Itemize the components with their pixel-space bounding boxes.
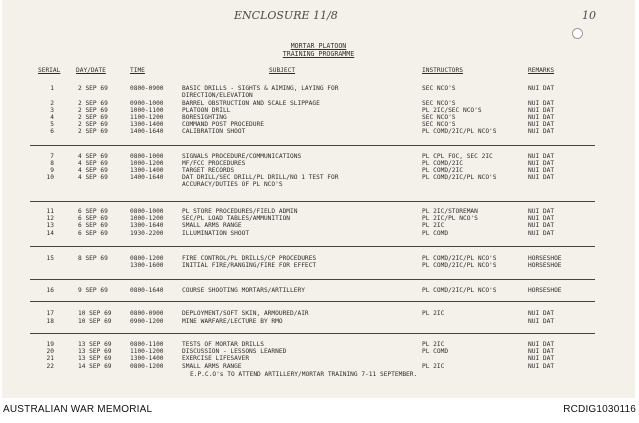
row-instructors: PL COMD	[422, 348, 449, 355]
row-time: 1400-1640	[130, 174, 164, 181]
row-time: 1100-1200	[130, 114, 164, 121]
row-serial: 19	[46, 341, 54, 348]
row-instructors: SEC NCO'S	[422, 114, 456, 121]
header-serial: SERIAL	[38, 67, 61, 74]
row-subject: ILLUMINATION SHOOT	[182, 230, 250, 237]
row-instructors: PL COMD/2IC/PL NCO'S	[422, 262, 497, 269]
row-remarks: NUI DAT	[528, 174, 555, 181]
row-serial: 9	[50, 167, 54, 174]
row-day: 2 SEP 69	[78, 107, 108, 114]
handwritten-enclosure-note: ENCLOSURE 11/8	[234, 9, 338, 22]
row-serial: 7	[50, 153, 54, 160]
row-serial: 4	[50, 114, 54, 121]
row-serial: 14	[46, 230, 54, 237]
row-day: 13 SEP 69	[78, 348, 112, 355]
header-day-date: DAY/DATE	[76, 67, 106, 74]
row-day: 4 SEP 69	[78, 153, 108, 160]
row-serial: 22	[46, 363, 54, 370]
row-time: 0800-1000	[130, 153, 164, 160]
row-time: 1000-1200	[130, 160, 164, 167]
archive-reference: RCDIG1030116	[563, 404, 636, 415]
row-subject: ACCURACY/DUTIES OF PL NCO'S	[182, 181, 283, 188]
row-remarks: NUI DAT	[528, 355, 555, 362]
row-subject: DEPLOYMENT/SOFT SKIN, ARMOURED/AIR	[182, 310, 309, 317]
row-instructors: PL COMD/2IC	[422, 167, 463, 174]
row-remarks: NUI DAT	[528, 222, 555, 229]
document-page	[2, 0, 635, 398]
row-time: 1100-1200	[130, 348, 164, 355]
row-subject: SMALL ARMS RANGE	[182, 222, 242, 229]
row-serial: 12	[46, 215, 54, 222]
row-subject: DIRECTION/ELEVATION	[182, 92, 253, 99]
row-instructors: PL COMD/2IC/PL NCO'S	[422, 174, 497, 181]
row-day: 13 SEP 69	[78, 355, 112, 362]
row-day: 6 SEP 69	[78, 222, 108, 229]
row-remarks: HORSESHOE	[528, 255, 562, 262]
row-serial: 6	[50, 128, 54, 135]
row-subject: FIRE CONTROL/PL DRILLS/CP PROCEDURES	[182, 255, 317, 262]
row-remarks: NUI DAT	[528, 167, 555, 174]
header-subject: SUBJECT	[269, 67, 296, 74]
row-time: 1000-1100	[130, 107, 164, 114]
document-title: MORTAR PLATOON	[290, 42, 347, 50]
row-time: 0800-0900	[130, 85, 164, 92]
row-instructors: SEC NCO'S	[422, 121, 456, 128]
row-serial: 15	[46, 255, 54, 262]
row-time: 0800-1000	[130, 208, 164, 215]
row-serial: 21	[46, 355, 54, 362]
row-remarks: NUI DAT	[528, 160, 555, 167]
row-instructors: PL CPL FOC, SEC 2IC	[422, 153, 493, 160]
row-remarks: NUI DAT	[528, 215, 555, 222]
row-remarks: NUI DAT	[528, 107, 555, 114]
row-remarks: HORSESHOE	[528, 262, 562, 269]
row-subject: PLATOON DRILL	[182, 107, 231, 114]
row-serial: 2	[50, 100, 54, 107]
row-serial: 13	[46, 222, 54, 229]
row-day: 6 SEP 69	[78, 208, 108, 215]
row-instructors: SEC NCO'S	[422, 100, 456, 107]
row-remarks: NUI DAT	[528, 348, 555, 355]
section-divider	[30, 279, 595, 280]
row-instructors: PL 2IC	[422, 363, 445, 370]
row-day: 13 SEP 69	[78, 341, 112, 348]
row-subject: SIGNALS PROCEDURE/COMMUNICATIONS	[182, 153, 302, 160]
row-day: 6 SEP 69	[78, 230, 108, 237]
row-remarks: NUI DAT	[528, 310, 555, 317]
row-time: 0800-0900	[130, 310, 164, 317]
row-remarks: NUI DAT	[528, 85, 555, 92]
row-subject: DAT DRILL/SEC DRILL/PL DRILL/NO 1 TEST FOR	[182, 174, 339, 181]
row-instructors: PL COMD/2IC	[422, 160, 463, 167]
row-subject: SEC/PL LOAD TABLES/AMMUNITION	[182, 215, 291, 222]
row-instructors: PL COMD/2IC/PL NCO'S	[422, 255, 497, 262]
document-subtitle: TRAINING PROGRAMME	[282, 50, 355, 58]
row-instructors: PL 2IC/PL NCO'S	[422, 215, 478, 222]
row-day: 2 SEP 69	[78, 85, 108, 92]
row-remarks: NUI DAT	[528, 100, 555, 107]
row-day: 4 SEP 69	[78, 174, 108, 181]
row-remarks: NUI DAT	[528, 114, 555, 121]
row-instructors: PL COMD/2IC/PL NCO'S	[422, 128, 497, 135]
row-serial: 3	[50, 107, 54, 114]
section-divider	[30, 201, 595, 202]
row-time: 1300-1640	[130, 222, 164, 229]
section-divider	[30, 145, 595, 146]
row-serial: 5	[50, 121, 54, 128]
row-day: 4 SEP 69	[78, 160, 108, 167]
row-day: 2 SEP 69	[78, 128, 108, 135]
row-time: 1300-1400	[130, 121, 164, 128]
row-day: 8 SEP 69	[78, 255, 108, 262]
section-divider	[30, 333, 595, 334]
row-subject: PL STORE PROCEDURES/FIELD ADMIN	[182, 208, 298, 215]
row-serial: 11	[46, 208, 54, 215]
row-serial: 18	[46, 318, 54, 325]
header-instructors: INSTRUCTORS	[422, 67, 463, 74]
row-remarks: NUI DAT	[528, 128, 555, 135]
row-time: 0800-1200	[130, 255, 164, 262]
row-instructors: PL COMD	[422, 230, 449, 237]
row-instructors: PL 2IC/SEC NCO'S	[422, 107, 482, 114]
row-serial: 1	[50, 85, 54, 92]
row-instructors: PL 2IC	[422, 341, 445, 348]
row-subject: DISCUSSION - LESSONS LEARNED	[182, 348, 287, 355]
row-time: 0800-1100	[130, 341, 164, 348]
row-time: 1930-2200	[130, 230, 164, 237]
row-instructors: PL 2IC	[422, 222, 445, 229]
row-instructors: SEC NCO'S	[422, 85, 456, 92]
row-time: 0900-1200	[130, 318, 164, 325]
row-remarks: NUI DAT	[528, 230, 555, 237]
row-day: 10 SEP 69	[78, 318, 112, 325]
row-subject: COMMAND POST PROCEDURE	[182, 121, 264, 128]
row-subject: COURSE SHOOTING MORTARS/ARTILLERY	[182, 287, 305, 294]
row-day: 9 SEP 69	[78, 287, 108, 294]
row-day: 2 SEP 69	[78, 100, 108, 107]
header-remarks: REMARKS	[528, 67, 555, 74]
row-time: 1000-1200	[130, 215, 164, 222]
row-remarks: NUI DAT	[528, 363, 555, 370]
row-serial: 20	[46, 348, 54, 355]
row-instructors: PL COMD/2IC/PL NCO'S	[422, 287, 497, 294]
row-day: 14 SEP 69	[78, 363, 112, 370]
row-time: 1300-1400	[130, 355, 164, 362]
row-subject: SMALL ARMS RANGE	[182, 363, 242, 370]
row-time: 1300-1600	[130, 262, 164, 269]
row-time: 1300-1400	[130, 167, 164, 174]
row-instructors: PL 2IC/STOREMAN	[422, 208, 478, 215]
row-subject: BORESIGHTING	[182, 114, 227, 121]
row-subject: MF/FCC PROCEDURES	[182, 160, 246, 167]
row-day: 2 SEP 69	[78, 114, 108, 121]
row-subject: TESTS OF MORTAR DRILLS	[182, 341, 264, 348]
row-remarks: HORSESHOE	[528, 287, 562, 294]
row-serial: 10	[46, 174, 54, 181]
row-serial: 8	[50, 160, 54, 167]
section-divider	[30, 246, 595, 247]
row-serial: 16	[46, 287, 54, 294]
row-remarks: NUI DAT	[528, 121, 555, 128]
row-time: 0900-1000	[130, 100, 164, 107]
row-time: 0800-1200	[130, 363, 164, 370]
row-time: 0800-1640	[130, 287, 164, 294]
row-subject: BARREL OBSTRUCTION AND SCALE SLIPPAGE	[182, 100, 320, 107]
row-subject: MINE WARFARE/LECTURE BY RMO	[182, 318, 283, 325]
row-time: 1400-1640	[130, 128, 164, 135]
section-divider	[30, 301, 595, 302]
row-remarks: NUI DAT	[528, 153, 555, 160]
footnote: E.P.C.O's TO ATTEND ARTILLERY/MORTAR TRAINING 7-11 SEPTEMBER.	[190, 371, 418, 378]
row-subject: TARGET RECORDS	[182, 167, 235, 174]
archive-credit: AUSTRALIAN WAR MEMORIAL	[3, 404, 153, 415]
row-day: 2 SEP 69	[78, 121, 108, 128]
row-remarks: NUI DAT	[528, 318, 555, 325]
row-subject: CALIBRATION SHOOT	[182, 128, 246, 135]
row-remarks: NUI DAT	[528, 208, 555, 215]
header-time: TIME	[130, 67, 145, 74]
row-subject: INITIAL FIRE/RANGING/FIRE FOR EFFECT	[182, 262, 317, 269]
row-day: 6 SEP 69	[78, 215, 108, 222]
row-remarks: NUI DAT	[528, 341, 555, 348]
row-instructors: PL 2IC	[422, 310, 445, 317]
row-subject: EXERCISE LIFESAVER	[182, 355, 250, 362]
punch-hole	[572, 28, 583, 39]
row-serial: 17	[46, 310, 54, 317]
row-day: 10 SEP 69	[78, 310, 112, 317]
row-subject: BASIC DRILLS - SIGHTS & AIMING, LAYING FOR	[182, 85, 339, 92]
row-day: 4 SEP 69	[78, 167, 108, 174]
handwritten-page-mark: 10	[582, 9, 596, 22]
